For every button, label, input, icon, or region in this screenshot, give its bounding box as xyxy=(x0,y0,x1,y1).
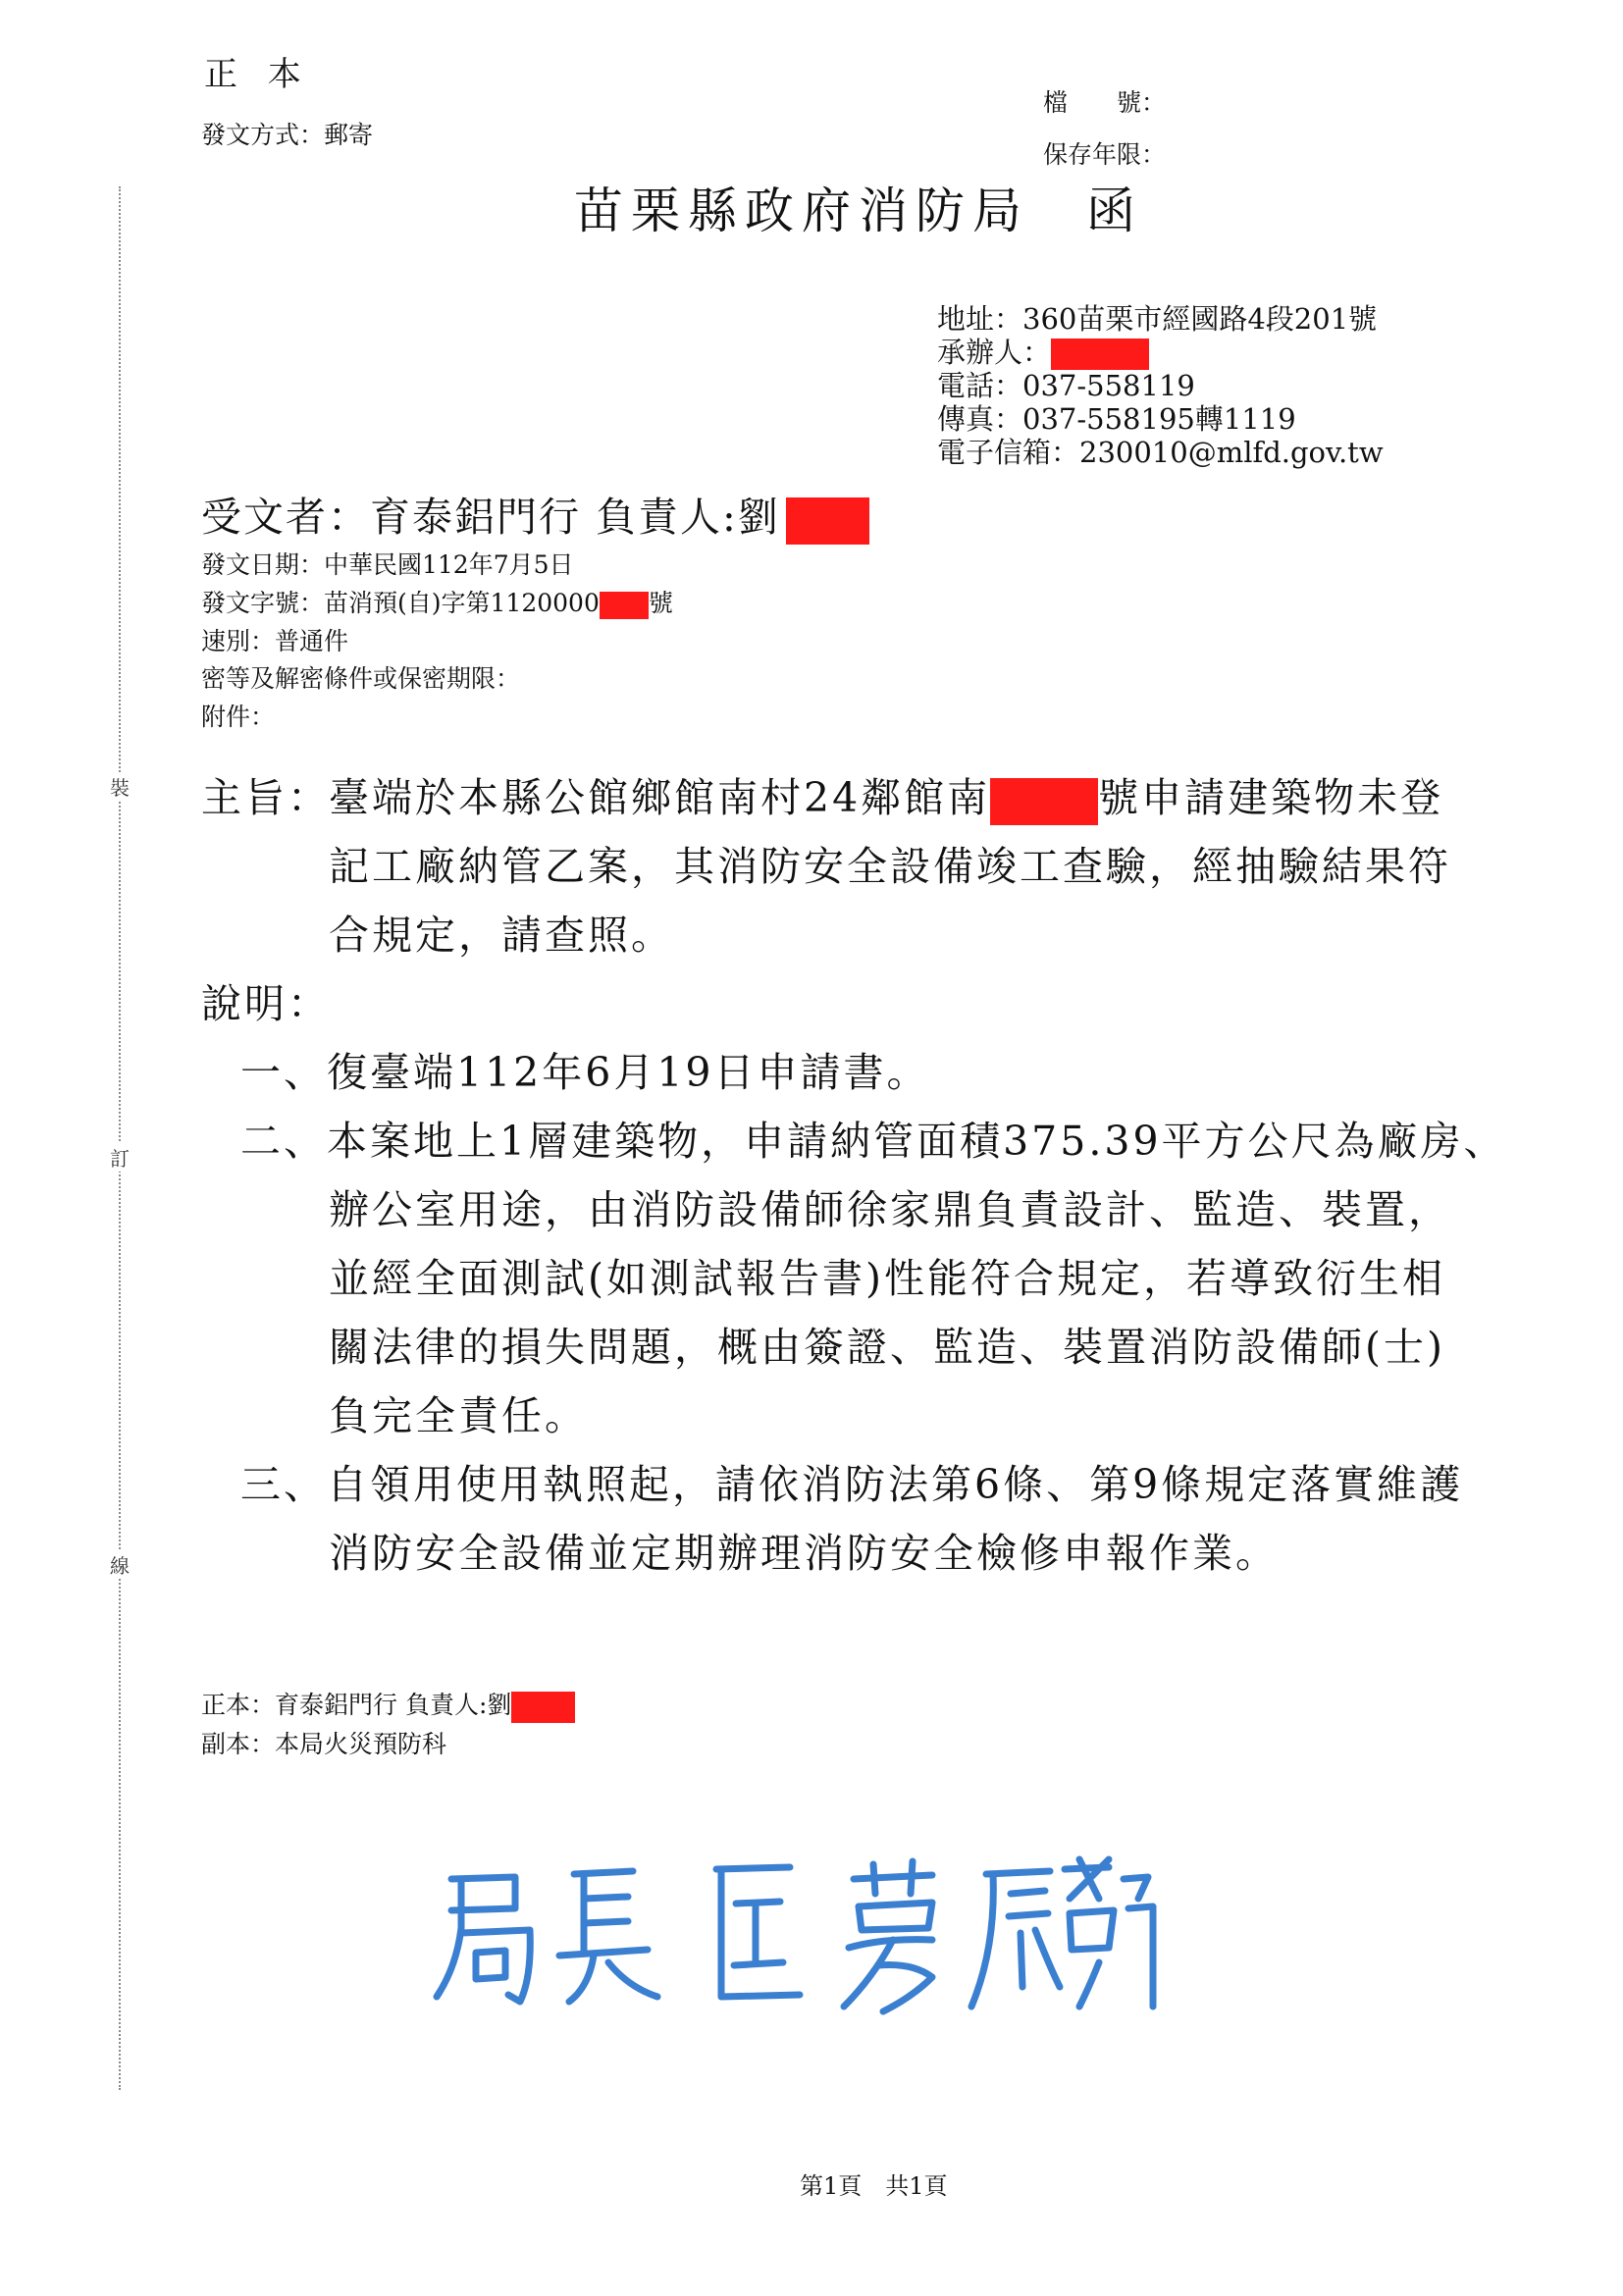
document-number-suffix: 號 xyxy=(648,589,673,617)
binding-char-xian: 線 xyxy=(110,1550,130,1579)
explanation-item-2-line-3: 並經全面測試(如測試報告書)性能符合規定，若導致衍生相 xyxy=(329,1255,1445,1302)
contact-fax: 傳真：037-558195轉1119 xyxy=(937,402,1296,436)
retention-period: 保存年限： xyxy=(1043,140,1167,169)
subject-line-1b: 號申請建築物未登 xyxy=(1098,774,1444,821)
distribution-original-label: 正本：育泰鋁門行 負責人:劉 xyxy=(201,1691,512,1719)
distribution-original xyxy=(201,1686,575,1723)
subject-line-3: 合規定，請查照。 xyxy=(329,912,674,959)
explanation-item-2-line-4: 關法律的損失問題，概由簽證、監造、裝置消防設備師(士) xyxy=(329,1324,1445,1371)
explanation-item-2-line-5: 負完全責任。 xyxy=(329,1392,588,1439)
distribution-copy: 副本：本局火災預防科 xyxy=(201,1730,447,1758)
attachments: 附件： xyxy=(201,703,276,731)
redaction-mark xyxy=(600,592,649,619)
explanation-item-1: 一、復臺端112年6月19日申請書。 xyxy=(240,1049,930,1096)
redaction-mark xyxy=(786,497,869,545)
redaction-mark xyxy=(511,1692,575,1723)
contact-phone: 電話：037-558119 xyxy=(937,369,1195,402)
explanation-label: 說明： xyxy=(201,980,331,1027)
explanation-item-3-line-2: 消防安全設備並定期辦理消防安全檢修申報作業。 xyxy=(329,1530,1279,1577)
contact-email: 電子信箱：230010@mlfd.gov.tw xyxy=(937,436,1384,469)
file-number: 檔 號： xyxy=(1043,88,1167,117)
binding-char-zhuang: 裝 xyxy=(110,772,130,801)
binding-line xyxy=(119,186,121,2090)
subject-label: 主旨： xyxy=(201,774,331,821)
copy-label: 正 本 xyxy=(204,55,311,94)
explanation-item-2-line-2: 辦公室用途，由消防設備師徐家鼎負責設計、監造、裝置， xyxy=(329,1186,1451,1233)
recipient-label: 受文者：育泰鋁門行 負責人:劉 xyxy=(201,494,780,541)
contact-handler-label: 承辦人： xyxy=(937,336,1052,369)
document-number xyxy=(201,584,673,619)
document-title: 苗栗縣政府消防局 函 xyxy=(574,183,1143,239)
subject-line-1a: 臺端於本縣公館鄉館南村24鄰館南 xyxy=(329,774,991,821)
subject-line-2: 記工廠納管乙案，其消防安全設備竣工查驗，經抽驗結果符 xyxy=(329,843,1451,890)
redaction-mark xyxy=(990,778,1098,825)
binding-char-ding: 訂 xyxy=(110,1143,130,1172)
recipient xyxy=(201,485,869,545)
director-signature xyxy=(422,1840,1168,2026)
subject-line-1 xyxy=(329,765,1443,825)
speed-class: 速別：普通件 xyxy=(201,627,349,655)
contact-address: 地址：360苗栗市經國路4段201號 xyxy=(937,302,1378,336)
send-method: 發文方式：郵寄 xyxy=(201,121,374,149)
document-number-prefix: 發文字號：苗消預(自)字第1120000 xyxy=(201,589,600,617)
explanation-item-2-line-1: 二、本案地上1層建築物，申請納管面積375.39平方公尺為廠房、 xyxy=(240,1118,1507,1165)
page-number: 第1頁 共1頁 xyxy=(800,2172,948,2200)
secrecy-level: 密等及解密條件或保密期限： xyxy=(201,664,521,693)
explanation-item-3-line-1: 三、自領用使用執照起，請依消防法第6條、第9條規定落實維護 xyxy=(240,1461,1464,1508)
issue-date: 發文日期：中華民國112年7月5日 xyxy=(201,550,574,579)
